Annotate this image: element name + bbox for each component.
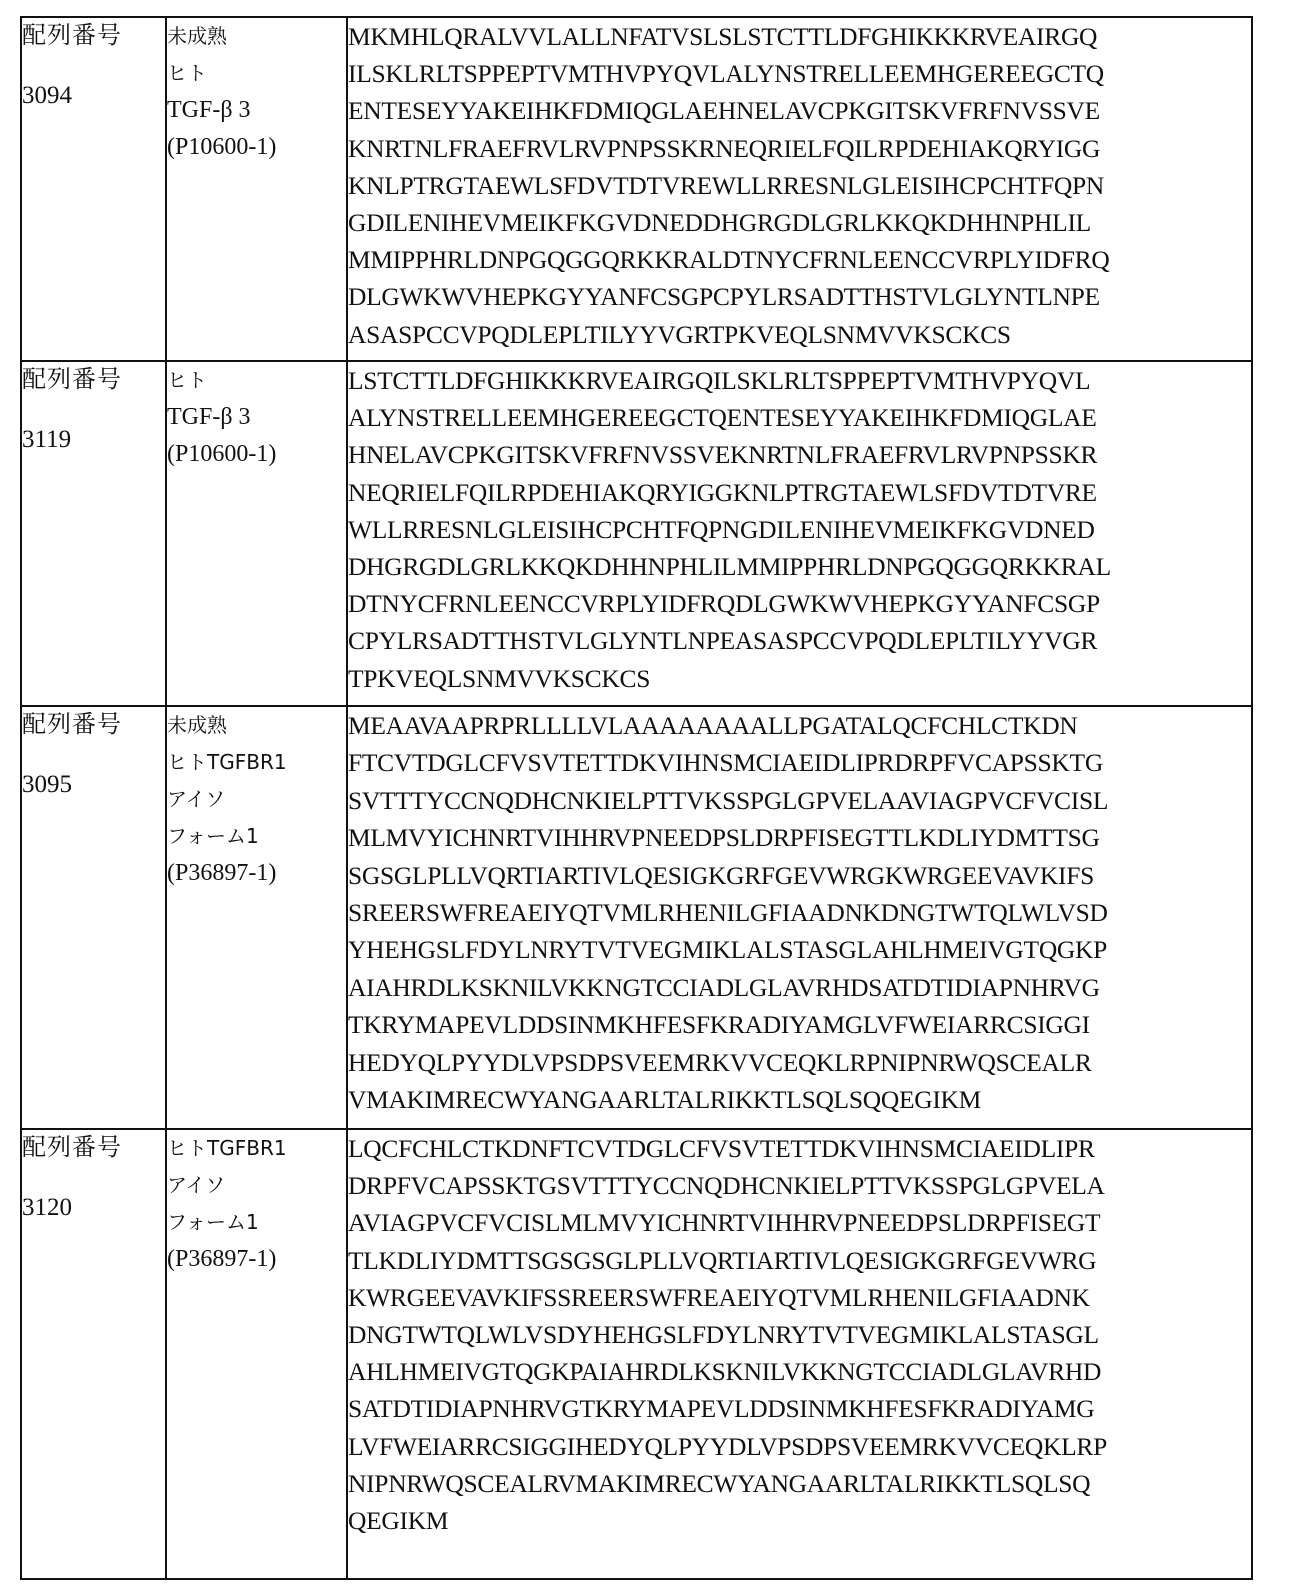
sequence-line: ILSKLRLTSPPEPTVMTHVPYQVLALYNSTRELLEEMHGEREEGCTQ xyxy=(348,59,1104,89)
sequence-row xyxy=(21,1129,1252,1579)
description-line: 未成熟 xyxy=(167,713,227,737)
sequence-id-label: 配列番号 xyxy=(22,710,122,738)
sequence-id-cell xyxy=(21,17,166,361)
sequence-id-number: 3095 xyxy=(22,771,72,798)
description-line: ヒトTGFBR1 xyxy=(167,750,287,774)
sequence-id-label: 配列番号 xyxy=(22,1133,122,1161)
sequence-line: MMIPPHRLDNPGQGGQRKKRALDTNYCFRNLEENCCVRPLYIDFRQ xyxy=(348,245,1110,275)
sequence-line: DNGTWTQLWLVSDYHEHGSLFDYLNRYTVTVEGMIKLALSTASGL xyxy=(348,1320,1099,1350)
sequence-row xyxy=(21,706,1252,1129)
sequence-line: TKRYMAPEVLDDSINMKHFESFKRADIYAMGLVFWEIARRCSIGGI xyxy=(348,1010,1090,1040)
sequence-line: MEAAVAAPRPRLLLLVLAAAAAAAALLPGATALQCFCHLCTKDN xyxy=(348,711,1078,740)
sequence-line: NEQRIELFQILRPDEHIAKQRYIGGKNLPTRGTAEWLSFDVTDTVRE xyxy=(348,477,1097,507)
sequence-line: QEGIKM xyxy=(348,1506,449,1536)
sequence-line: MKMHLQRALVVLALLNFATVSLSLSTCTTLDFGHIKKKRVEAIRGQ xyxy=(348,22,1098,51)
amino-acid-sequence-cell xyxy=(347,1129,1252,1579)
description-line: (P36897-1) xyxy=(167,860,277,886)
sequence-line: AIAHRDLKSKNILVKKNGTCCIADLGLAVRHDSATDTIDIAPNHRVG xyxy=(348,972,1100,1002)
description-line: (P10600-1) xyxy=(167,441,277,467)
sequence-line: KNRTNLFRAEFRVLRVPNPSSKRNEQRIELFQILRPDEHIAKQRYIGG xyxy=(348,133,1101,163)
sequence-line: SVTTTYCCNQDHCNKIELPTTVKSSPGLGPVELAAVIAGPVCFVCISL xyxy=(348,785,1109,815)
description-line: TGF-β 3 xyxy=(167,404,251,430)
sequence-id-number: 3094 xyxy=(22,82,72,109)
sequence-line: DLGWKWVHEPKGYYANFCSGPCPYLRSADTTHSTVLGLYNTLNPE xyxy=(348,282,1100,312)
sequence-id-label: 配列番号 xyxy=(22,365,122,393)
sequence-line: CPYLRSADTTHSTVLGLYNTLNPEASASPCCVPQDLEPLTILYYVGR xyxy=(348,626,1098,656)
sequence-line: TPKVEQLSNMVVKSCKCS xyxy=(348,663,651,693)
description-line: ヒト xyxy=(167,61,207,85)
description-line: ヒトTGFBR1 xyxy=(167,1136,287,1160)
amino-acid-sequence-cell xyxy=(347,706,1252,1129)
sequence-line: TLKDLIYDMTTSGSGSGLPLLVQRTIARTIVLQESIGKGRFGEVWRG xyxy=(348,1245,1097,1275)
sequence-line: DRPFVCAPSSKTGSVTTTYCCNQDHCNKIELPTTVKSSPGLGPVELA xyxy=(348,1171,1105,1201)
protein-description-cell xyxy=(166,17,347,361)
sequence-line: GDILENIHEVMEIKFKGVDNEDDHGRGDLGRLKKQKDHHNPHLIL xyxy=(348,208,1091,238)
sequence-id-cell xyxy=(21,706,166,1129)
description-line: (P10600-1) xyxy=(167,134,277,160)
protein-description-cell xyxy=(166,361,347,706)
amino-acid-sequence-cell xyxy=(347,17,1252,361)
sequence-line: SREERSWFREAEIYQTVMLRHENILGFIAADNKDNGTWTQLWLVSD xyxy=(348,898,1108,928)
description-line: TGF-β 3 xyxy=(167,97,251,123)
description-line: アイソ xyxy=(167,787,226,811)
protein-description-cell xyxy=(166,706,347,1129)
sequence-line: LVFWEIARRCSIGGIHEDYQLPYYDLVPSDPSVEEMRKVVCEQKLRP xyxy=(348,1431,1108,1461)
sequence-row xyxy=(21,361,1252,706)
description-line: フォーム1 xyxy=(167,1210,259,1234)
sequence-line: HNELAVCPKGITSKVFRFNVSSVEKNRTNLFRAEFRVLRVPNPSSKR xyxy=(348,440,1098,470)
sequence-line: KWRGEEVAVKIFSSREERSWFREAEIYQTVMLRHENILGFIAADNK xyxy=(348,1282,1090,1312)
sequence-line: DHGRGDLGRLKKQKDHHNPHLILMMIPPHRLDNPGQGGQRKKRAL xyxy=(348,552,1111,582)
sequence-line: VMAKIMRECWYANGAARLTALRIKKTLSQLSQQEGIKM xyxy=(348,1085,982,1115)
sequence-line: ASASPCCVPQDLEPLTILYYVGRTPKVEQLSNMVVKSCKCS xyxy=(348,319,1011,349)
sequence-line: MLMVYICHNRTVIHHRVPNEEDPSLDRPFISEGTTLKDLIYDMTTSG xyxy=(348,823,1100,853)
sequence-id-number: 3119 xyxy=(22,426,72,453)
sequence-line: AVIAGPVCFVCISLMLMVYICHNRTVIHHRVPNEEDPSLDRPFISEGT xyxy=(348,1208,1101,1238)
description-line: (P36897-1) xyxy=(167,1246,277,1272)
sequence-line: ALYNSTRELLEEMHGEREEGCTQENTESEYYAKEIHKFDMIQGLAE xyxy=(348,403,1097,433)
sequence-line: AHLHMEIVGTQGKPAIAHRDLKSKNILVKKNGTCCIADLGLAVRHD xyxy=(348,1357,1102,1387)
sequence-line: KNLPTRGTAEWLSFDVTDTVREWLLRRESNLGLEISIHCPCHTFQPN xyxy=(348,170,1104,200)
sequence-line: HEDYQLPYYDLVPSDPSVEEMRKVVCEQKLRPNIPNRWQSCEALR xyxy=(348,1047,1092,1077)
sequence-line: WLLRRESNLGLEISIHCPCHTFQPNGDILENIHEVMEIKFKGVDNED xyxy=(348,514,1095,544)
sequence-line: DTNYCFRNLEENCCVRPLYIDFRQDLGWKWVHEPKGYYANFCSGP xyxy=(348,589,1100,619)
sequence-id-label: 配列番号 xyxy=(22,21,122,49)
amino-acid-sequence-cell xyxy=(347,361,1252,706)
sequence-line: YHEHGSLFDYLNRYTVTVEGMIKLALSTASGLAHLHMEIVGTQGKP xyxy=(348,935,1108,965)
sequence-line: FTCVTDGLCFVSVTETTDKVIHNSMCIAEIDLIPRDRPFVCAPSSKTG xyxy=(348,748,1103,778)
sequence-table-body xyxy=(21,17,1252,1579)
sequence-id-cell xyxy=(21,361,166,706)
sequence-line: SGSGLPLLVQRTIARTIVLQESIGKGRFGEVWRGKWRGEEVAVKIFS xyxy=(348,860,1094,890)
sequence-line: ENTESEYYAKEIHKFDMIQGLAEHNELAVCPKGITSKVFRFNVSSVE xyxy=(348,96,1100,126)
sequence-line: NIPNRWQSCEALRVMAKIMRECWYANGAARLTALRIKKTLSQLSQ xyxy=(348,1468,1091,1498)
description-line: アイソ xyxy=(167,1173,226,1197)
sequence-table xyxy=(20,16,1253,1580)
sequence-id-cell xyxy=(21,1129,166,1579)
description-line: フォーム1 xyxy=(167,824,259,848)
description-line: ヒト xyxy=(167,368,207,392)
description-line: 未成熟 xyxy=(167,24,227,48)
sequence-line: LSTCTTLDFGHIKKKRVEAIRGQILSKLRLTSPPEPTVMTHVPYQVL xyxy=(348,366,1091,395)
sequence-line: LQCFCHLCTKDNFTCVTDGLCFVSVTETTDKVIHNSMCIAEIDLIPR xyxy=(348,1134,1095,1163)
protein-description-cell xyxy=(166,1129,347,1579)
sequence-row xyxy=(21,17,1252,361)
sequence-line: SATDTIDIAPNHRVGTKRYMAPEVLDDSINMKHFESFKRADIYAMG xyxy=(348,1394,1095,1424)
sequence-id-number: 3120 xyxy=(22,1194,72,1221)
